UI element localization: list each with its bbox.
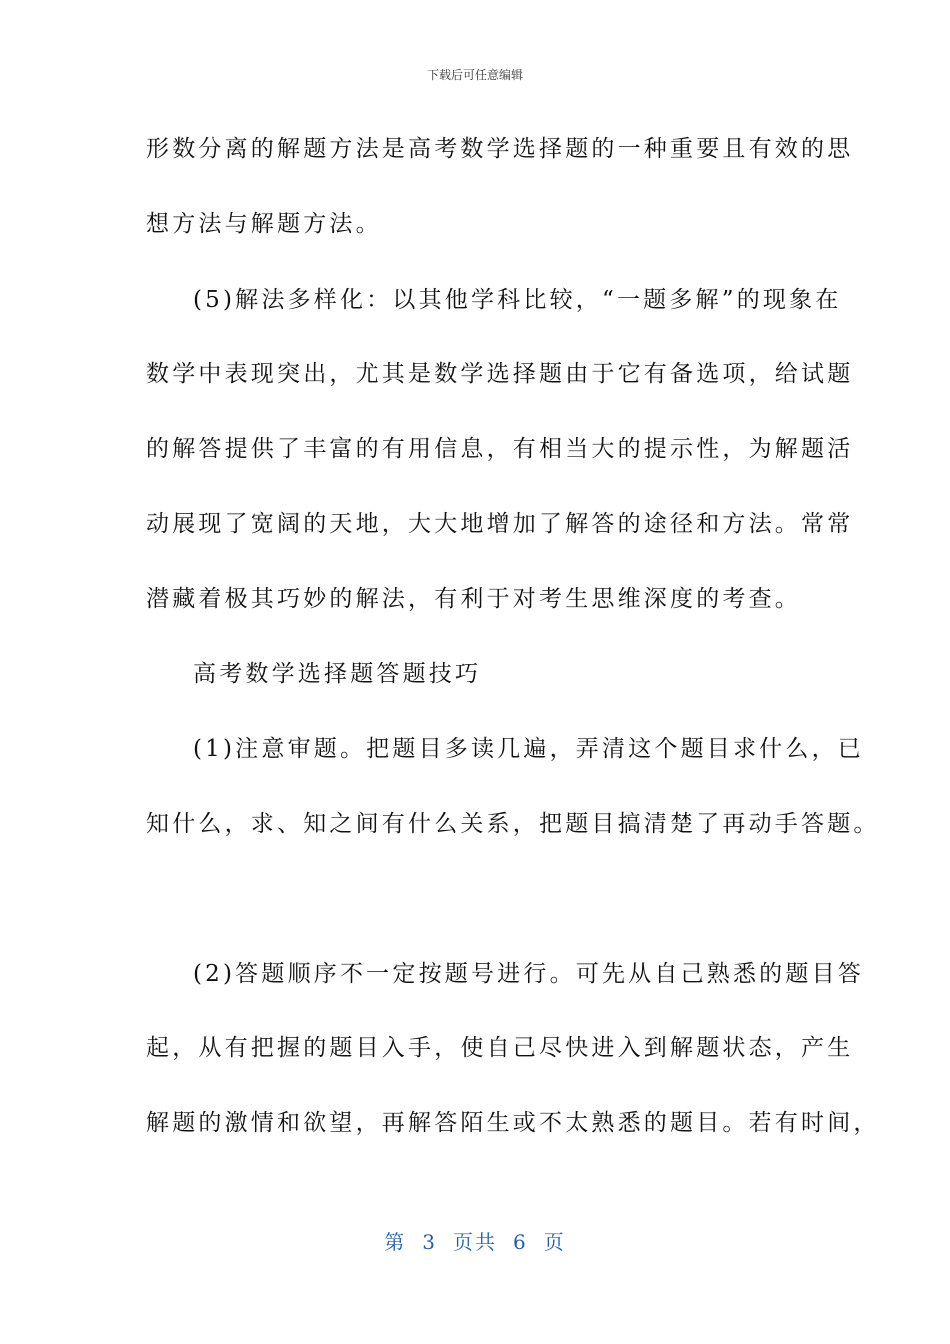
body-line: 起，从有把握的题目入手，使自己尽快进入到解题状态，产生 bbox=[146, 1035, 854, 1061]
body-line: 潜藏着极其巧妙的解法，有利于对考生思维深度的考查。 bbox=[146, 586, 801, 612]
body-line: 动展现了宽阔的天地，大大地增加了解答的途径和方法。常常 bbox=[146, 511, 854, 537]
body-line: 想方法与解题方法。 bbox=[146, 211, 382, 237]
body-line: 形数分离的解题方法是高考数学选择题的一种重要且有效的思 bbox=[146, 136, 854, 162]
body-line: 解题的激情和欲望，再解答陌生或不太熟悉的题目。若有时间， bbox=[146, 1110, 880, 1136]
footer-label-of: 页共 bbox=[453, 1230, 497, 1254]
body-line: 知什么，求、知之间有什么关系，把题目搞清楚了再动手答题。 bbox=[146, 811, 880, 837]
footer-label-page: 第 bbox=[384, 1230, 407, 1254]
page-header-note: 下载后可任意编辑 bbox=[426, 68, 523, 82]
body-line: (5)解法多样化：以其他学科比较，“一题多解”的现象在 bbox=[193, 287, 842, 313]
body-line: (1)注意审题。把题目多读几遍，弄清这个题目求什么，已 bbox=[193, 736, 864, 762]
section-heading: 高考数学选择题答题技巧 bbox=[193, 661, 482, 687]
footer-label-end: 页 bbox=[543, 1230, 566, 1254]
body-line: 数学中表现突出，尤其是数学选择题由于它有备选项，给试题 bbox=[146, 361, 854, 387]
body-line: (2)答题顺序不一定按题号进行。可先从自己熟悉的题目答 bbox=[193, 961, 864, 987]
page-footer bbox=[0, 1226, 950, 1255]
body-line: 的解答提供了丰富的有用信息，有相当大的提示性，为解题活 bbox=[146, 436, 854, 462]
footer-current-page: 3 bbox=[422, 1230, 437, 1254]
footer-total-pages: 6 bbox=[513, 1230, 528, 1254]
